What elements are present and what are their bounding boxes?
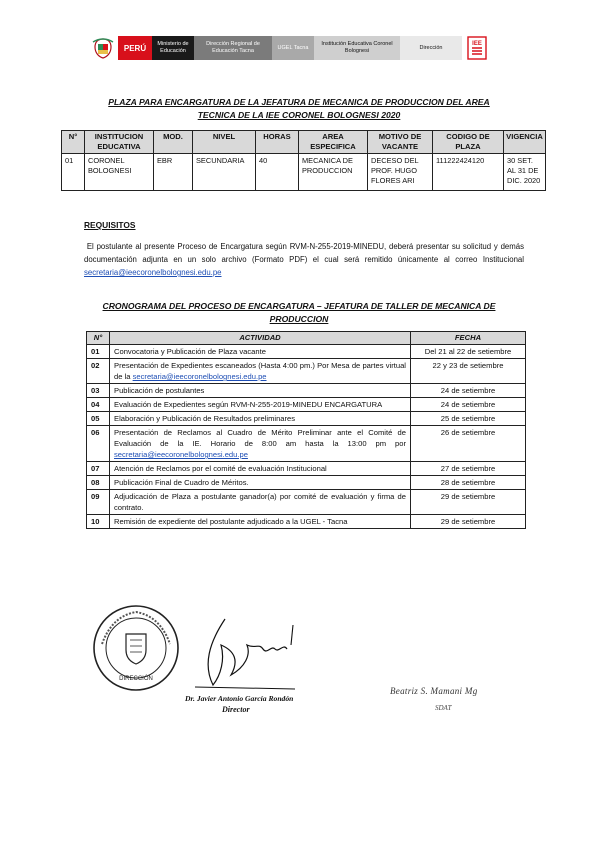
direccion-label: Dirección	[400, 36, 462, 60]
dre-label: Dirección Regional de Educación Tacna	[194, 36, 272, 60]
table-row	[87, 426, 526, 462]
cronograma-cell-fecha: 24 de setiembre	[411, 384, 526, 398]
plaza-cell-motivo: DECESO DEL PROF. HUGO FLORES ARI	[368, 154, 433, 191]
cronograma-col-fecha: FECHA	[411, 332, 526, 345]
official-seal-icon	[92, 604, 180, 697]
plaza-col-motivo: MOTIVO DE VACANTE	[368, 131, 433, 154]
cronograma-table-header	[87, 332, 526, 345]
cronograma-table	[86, 331, 526, 529]
second-signature-name: Beatriz S. Mamani Mg	[390, 686, 478, 696]
cronograma-body	[87, 345, 526, 529]
plaza-title-line2: TECNICA DE LA IEE CORONEL BOLOGNESI 2020	[197, 110, 401, 120]
cronograma-actividad-text: Evaluación de Expedientes según RVM-N-255-2019-MINEDU ENCARGATURA	[114, 400, 383, 409]
plaza-title	[60, 96, 538, 122]
ministerio-label: Ministerio de Educación	[152, 36, 194, 60]
requisitos-body: El postulante al presente Proceso de Encargatura según RVM-N-255-2019-MINEDU, deberá presentar su solicitud y demás documentación adjunta en un solo archivo (Formato PDF) el cual será remitido únicamente al correo Institucional	[84, 242, 524, 264]
cronograma-cell-fecha: 29 de setiembre	[411, 490, 526, 515]
table-row	[87, 359, 526, 384]
cronograma-cell-actividad	[110, 412, 411, 426]
cronograma-cell-n: 09	[87, 490, 110, 515]
requisitos-title: REQUISITOS	[84, 220, 136, 230]
institucion-label: Institución Educativa Coronel Bolognesi	[314, 36, 400, 60]
table-row	[87, 345, 526, 359]
plaza-cell-mod: EBR	[154, 154, 193, 191]
plaza-table-header	[62, 131, 546, 154]
plaza-table	[61, 130, 546, 191]
iee-logo-icon	[466, 36, 488, 60]
cronograma-cell-n: 04	[87, 398, 110, 412]
plaza-col-area: AREA ESPECIFICA	[299, 131, 368, 154]
cronograma-col-actividad: ACTIVIDAD	[110, 332, 411, 345]
cronograma-actividad-text: Presentación de Reclamos al Cuadro de Mérito Preliminar ante el Comité de Evaluación de la IE. Horario de 8:00 am hasta la 13:00 pm por	[114, 428, 406, 448]
table-row	[87, 515, 526, 529]
cronograma-cell-n: 08	[87, 476, 110, 490]
cronograma-actividad-text: Publicación de postulantes	[114, 386, 205, 395]
cronograma-cell-actividad	[110, 398, 411, 412]
cronograma-actividad-text: Convocatoria y Publicación de Plaza vacante	[114, 347, 266, 356]
cronograma-title-line2: PRODUCCION	[269, 314, 329, 324]
plaza-col-mod: MOD.	[154, 131, 193, 154]
cronograma-cell-n: 03	[87, 384, 110, 398]
plaza-cell-vigencia: 30 SET. AL 31 DE DIC. 2020	[504, 154, 546, 191]
plaza-cell-nivel: SECUNDARIA	[193, 154, 256, 191]
cronograma-cell-fecha: Del 21 al 22 de setiembre	[411, 345, 526, 359]
cronograma-cell-n: 05	[87, 412, 110, 426]
peru-crest-icon	[88, 36, 118, 60]
table-row	[87, 398, 526, 412]
cronograma-title-line1: CRONOGRAMA DEL PROCESO DE ENCARGATURA – JEFATURA DE TALLER DE MECANICA DE	[102, 301, 496, 311]
cronograma-cell-actividad	[110, 476, 411, 490]
cronograma-cell-fecha: 22 y 23 de setiembre	[411, 359, 526, 384]
requisitos-text	[84, 240, 524, 279]
header-banner	[88, 36, 516, 60]
cronograma-title	[60, 300, 538, 326]
cronograma-cell-actividad	[110, 490, 411, 515]
cronograma-cell-n: 07	[87, 462, 110, 476]
plaza-col-vigencia: VIGENCIA	[504, 131, 546, 154]
table-row	[87, 490, 526, 515]
cronograma-cell-actividad	[110, 384, 411, 398]
cronograma-cell-n: 02	[87, 359, 110, 384]
cronograma-cell-n: 10	[87, 515, 110, 529]
director-name: Dr. Javier Antonio García Rondón	[185, 694, 294, 703]
requisitos-email-link[interactable]: secretaria@ieecoronelbolognesi.edu.pe	[84, 268, 222, 277]
cronograma-cell-fecha: 25 de setiembre	[411, 412, 526, 426]
plaza-cell-codigo: 111222424120	[433, 154, 504, 191]
plaza-cell-area: MECANICA DE PRODUCCION	[299, 154, 368, 191]
cronograma-cell-actividad	[110, 515, 411, 529]
cronograma-cell-fecha: 26 de setiembre	[411, 426, 526, 462]
plaza-cell-institucion: CORONEL BOLOGNESI	[85, 154, 154, 191]
plaza-col-codigo: CODIGO DE PLAZA	[433, 131, 504, 154]
cronograma-cell-fecha: 28 de setiembre	[411, 476, 526, 490]
cronograma-actividad-text: Atención de Reclamos por el comité de evaluación Institucional	[114, 464, 327, 473]
cronograma-cell-fecha: 29 de setiembre	[411, 515, 526, 529]
cronograma-col-n: N°	[87, 332, 110, 345]
cronograma-actividad-text: Remisión de expediente del postulante adjudicado a la UGEL - Tacna	[114, 517, 348, 526]
cronograma-cell-fecha: 24 de setiembre	[411, 398, 526, 412]
cronograma-cell-actividad	[110, 462, 411, 476]
table-row	[87, 384, 526, 398]
cronograma-cell-n: 06	[87, 426, 110, 462]
seal-text: DIRECCIÓN	[119, 676, 153, 682]
peru-label: PERÚ	[118, 36, 152, 60]
cronograma-cell-actividad	[110, 359, 411, 384]
cronograma-email-link[interactable]: secretaria@ieecoronelbolognesi.edu.pe	[114, 450, 248, 459]
table-row	[62, 154, 546, 191]
table-row	[87, 462, 526, 476]
plaza-col-horas: HORAS	[256, 131, 299, 154]
table-row	[87, 412, 526, 426]
cronograma-cell-actividad	[110, 345, 411, 359]
cronograma-actividad-text: Elaboración y Publicación de Resultados preliminares	[114, 414, 296, 423]
cronograma-cell-actividad	[110, 426, 411, 462]
cronograma-email-link[interactable]: secretaria@ieecoronelbolognesi.edu.pe	[132, 372, 267, 381]
table-row	[87, 476, 526, 490]
cronograma-actividad-text: Publicación Final de Cuadro de Méritos.	[114, 478, 249, 487]
svg-text:IEE: IEE	[472, 41, 482, 47]
plaza-col-nivel: NIVEL	[193, 131, 256, 154]
cronograma-cell-fecha: 27 de setiembre	[411, 462, 526, 476]
plaza-col-n: N°	[62, 131, 85, 154]
plaza-col-institucion: INSTITUCION EDUCATIVA	[85, 131, 154, 154]
plaza-title-line1: PLAZA PARA ENCARGATURA DE LA JEFATURA DE MECANICA DE PRODUCCION DEL AREA	[108, 97, 490, 107]
director-role: Director	[222, 705, 250, 714]
director-signature-icon	[195, 615, 305, 698]
cronograma-cell-n: 01	[87, 345, 110, 359]
cronograma-actividad-text: Adjudicación de Plaza a postulante ganador(a) por comité de evaluación y firma de contrato.	[114, 492, 406, 512]
ugel-label: UGEL Tacna	[272, 36, 314, 60]
second-signature-role: SDAT	[435, 704, 452, 712]
cronograma-actividad-text: Presentación de Expedientes escaneados (Hasta 4:00 pm.) Por Mesa de partes virtual de la	[114, 361, 406, 381]
plaza-cell-n: 01	[62, 154, 85, 191]
plaza-cell-horas: 40	[256, 154, 299, 191]
